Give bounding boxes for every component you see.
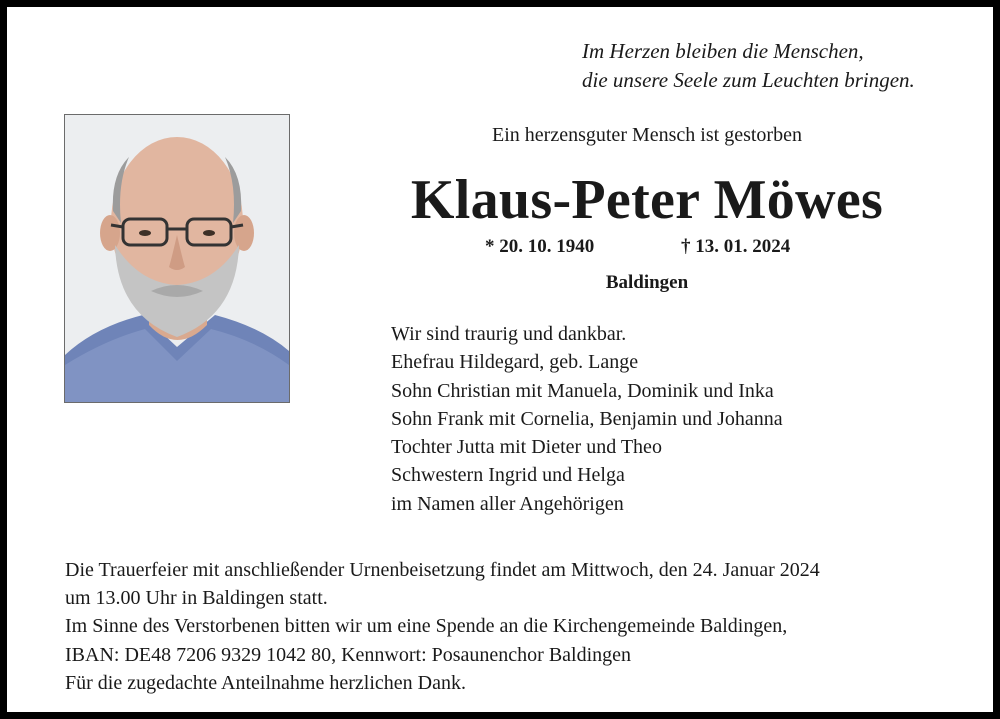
- mourner-line: Ehefrau Hildegard, geb. Lange: [391, 351, 639, 374]
- mourners-opening: Wir sind traurig und dankbar.: [391, 323, 627, 345]
- notice-line: um 13.00 Uhr in Baldingen statt.: [65, 587, 328, 610]
- mourner-line: Schwestern Ingrid und Helga: [391, 464, 625, 487]
- death-date: † 13. 01. 2024: [681, 236, 791, 257]
- deceased-name: Klaus-Peter Möwes: [410, 169, 884, 231]
- motto-quote: [582, 37, 915, 95]
- intro-line: Ein herzensguter Mensch ist gestorben: [492, 124, 802, 146]
- funeral-notice: [65, 556, 820, 697]
- mourners-list: [391, 320, 783, 518]
- notice-line: Im Sinne des Verstorbenen bitten wir um eine Spende an die Kirchengemeinde Baldingen,: [65, 615, 788, 638]
- notice-line: IBAN: DE48 7206 9329 1042 80, Kennwort: Posaunenchor Baldingen: [65, 643, 632, 666]
- notice-line: Für die zugedachte Anteilnahme herzlichen Dank.: [65, 671, 466, 694]
- portrait-photo: [64, 114, 290, 403]
- mourner-line: Sohn Frank mit Cornelia, Benjamin und Johanna: [391, 407, 783, 430]
- motto-line: Im Herzen bleiben die Menschen,: [582, 39, 864, 63]
- birth-date: * 20. 10. 1940: [485, 236, 595, 257]
- motto-line: die unsere Seele zum Leuchten bringen.: [582, 68, 915, 92]
- notice-line: Die Trauerfeier mit anschließender Urnenbeisetzung findet am Mittwoch, den 24. Januar 2024: [65, 559, 820, 581]
- mourner-line: Tochter Jutta mit Dieter und Theo: [391, 436, 662, 459]
- hometown: Baldingen: [605, 272, 689, 293]
- mourner-line: Sohn Christian mit Manuela, Dominik und Inka: [391, 379, 774, 402]
- mourner-line: im Namen aller Angehörigen: [391, 492, 624, 515]
